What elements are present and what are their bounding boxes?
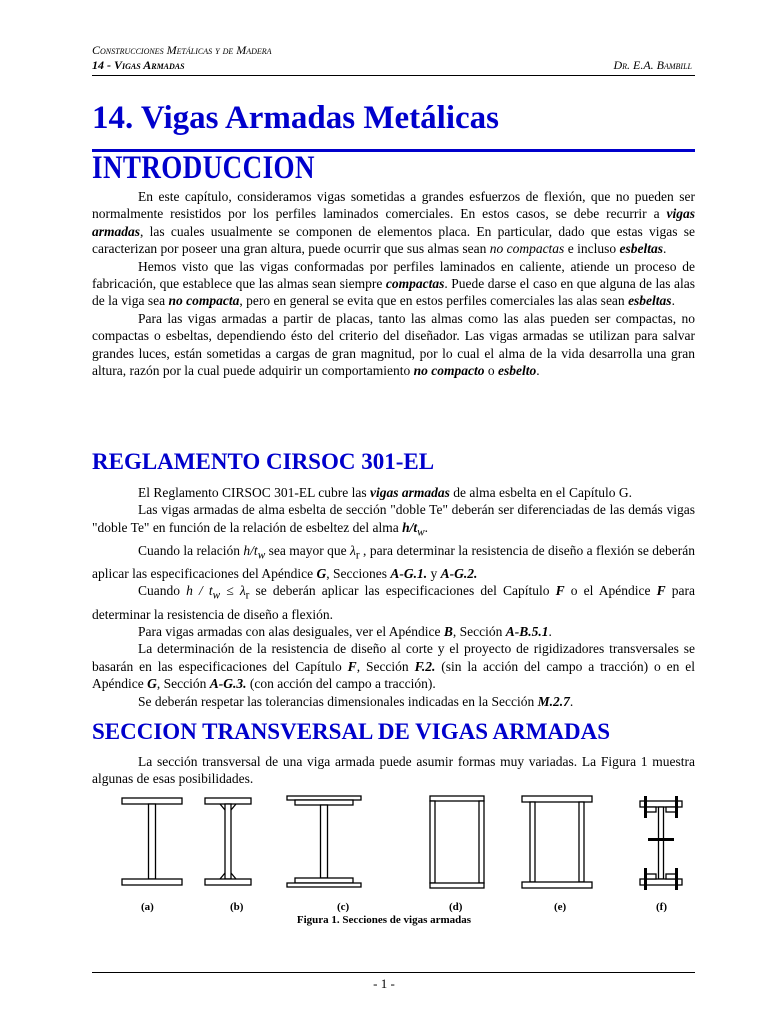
reglamento-heading: REGLAMENTO CIRSOC 301-EL: [92, 449, 435, 474]
reglamento-paragraph-4: Cuando $h / t_w \le \lambda_r$ se deberán aplicar las especificaciones del Capítulo F o el Apéndice F para determinar la resistencia de diseño a flexión.: [92, 583, 695, 622]
intro-body: [92, 188, 695, 379]
reglamento-paragraph-3: Cuando la relación $h/t_w$ sea mayor que $\lambda_r$ , para determinar la resistencia de diseño a flexión se deberán aplicar las especificaciones del Apéndice G, Secciones A-G.1. y A-G.2.: [92, 542, 696, 581]
seccion-body: [92, 753, 695, 788]
figure-label-c: (c): [337, 901, 350, 913]
section-c-drawing: [287, 796, 361, 887]
seccion-paragraph-1: La sección transversal de una viga armada puede asumir formas muy variadas. La Figura 1 muestra algunas de esas posibilidades.: [92, 754, 695, 787]
intro-paragraph-2: Hemos visto que las vigas conformadas por perfiles laminados en caliente, atiende un proceso de fabricación, que establece que las almas sean siempre compactas. Puede darse el caso en que alguna de las alas de la viga sea no compacta, pero en general se evita que en estos perfiles comerciales las alas sean esbeltas.: [92, 258, 695, 309]
figure-caption: Figura 1. Secciones de vigas armadas: [296, 914, 472, 926]
figure-label-e: (e): [554, 901, 567, 913]
header-author: Dr. E.A. Bambill: [613, 58, 692, 72]
reglamento-paragraph-1: El Reglamento CIRSOC 301-EL cubre las vigas armadas de alma esbelta en el Capítulo G.: [138, 485, 633, 500]
reglamento-paragraph-7: Se deberán respetar las tolerancias dimensionales indicadas en la Sección M.2.7.: [138, 693, 574, 709]
figure-label-b: (b): [230, 901, 244, 913]
reglamento-paragraph-2: Las vigas armadas de alma esbelta de sección "doble Te" deberán ser diferenciadas de las demás vigas "doble Te" en función de la relación de esbeltez del alma $h/t_w$.: [92, 502, 695, 539]
header-book-title: Construcciones Metálicas y de Madera: [92, 43, 272, 57]
header-chapter: 14 - Vigas Armadas Dr. E.A. Bambill: [92, 58, 692, 72]
page-number: - 1 -: [373, 976, 395, 991]
figure-label-a: (a): [141, 901, 154, 913]
figure-label-f: (f): [656, 901, 667, 913]
seccion-heading: SECCION TRANSVERSAL DE VIGAS ARMADAS: [92, 719, 611, 744]
header-divider: [92, 75, 695, 76]
figure-label-d: (d): [449, 901, 463, 913]
chapter-title: 14. Vigas Armadas Metálicas: [92, 100, 499, 136]
footer-divider: [92, 972, 695, 973]
reglamento-paragraph-5: Para vigas armadas con alas desiguales, ver el Apéndice B, Sección A-B.5.1.: [138, 623, 552, 639]
section-e-drawing: [522, 796, 592, 888]
figure-cross-sections: [92, 788, 692, 900]
section-d-drawing: [430, 796, 484, 888]
reglamento-paragraph-6: La determinación de la resistencia de diseño al corte y el proyecto de rigidizadores transversales se basarán en las especificaciones del Capítulo F, Sección F.2. (sin la acción del campo a tracción) o en el Apéndice G, Sección A-G.3. (con acción del campo a tracción).: [92, 641, 695, 692]
section-a-drawing: [122, 798, 182, 885]
section-b-drawing: [205, 798, 251, 885]
reglamento-body: [92, 484, 695, 710]
intro-paragraph-3: Para las vigas armadas a partir de placas, tanto las almas como las alas pueden ser compactas, no compactas o esbeltas, dependiendo ésto del criterio del diseñador. Las vigas armadas se utilizan para salvar grandes luces, están sometidas a cargas de gran magnitud, por lo cual el alma de la vida desarrolla una gran altura, razón por la cual puede adquirir un comportamiento no compacto o esbelto.: [92, 310, 695, 379]
intro-heading: INTRODUCCION: [92, 150, 315, 186]
intro-paragraph-1: En este capítulo, consideramos vigas sometidas a grandes esfuerzos de flexión, que no pueden ser normalmente resistidos por los perfiles laminados comerciales. En estos casos, se debe recurrir a vigas armadas, las cuales usualmente se componen de elementos placa. En particular, dado que estas vigas se caracterizan por poseer una gran altura, puede ocurrir que sus almas sean no compactas e incluso esbeltas.: [92, 189, 695, 257]
